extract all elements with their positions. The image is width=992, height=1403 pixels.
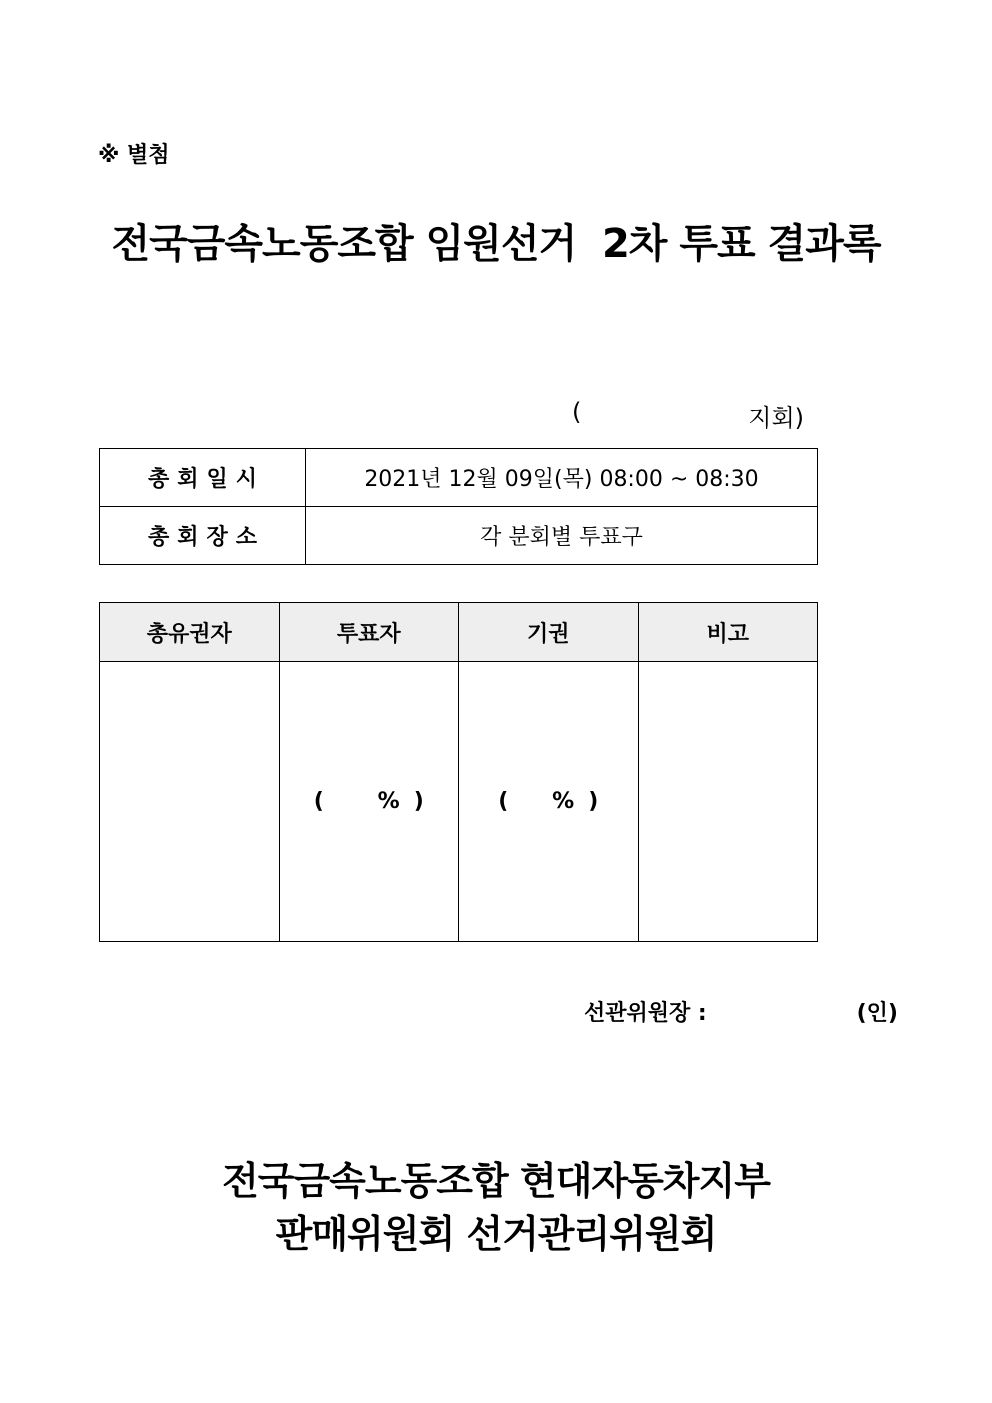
branch-name-line (572, 398, 804, 433)
table-header-row (100, 603, 818, 662)
branch-label: 지회) (748, 404, 804, 432)
meeting-datetime-label: 총회일시 (100, 449, 306, 507)
issuer-line-2: 판매위원회 선거관리위원회 (275, 1212, 717, 1256)
chair-label: 선관위원장 : (584, 1001, 707, 1026)
meeting-datetime-value: 2021년 12월 09일(목) 08:00 ~ 08:30 (306, 449, 818, 507)
table-row (100, 662, 818, 942)
meeting-place-label: 총회장소 (100, 507, 306, 565)
meeting-place-value: 각 분회별 투표구 (306, 507, 818, 565)
total-electorate-cell (100, 662, 280, 942)
remarks-cell (638, 662, 818, 942)
header-voters: 투표자 (279, 603, 459, 662)
attachment-note: ※ 별첨 (98, 143, 170, 168)
document-title: 전국금속노동조합 임원선거 2차 투표 결과록 (111, 221, 881, 267)
vote-result-table (99, 602, 818, 942)
header-total-electorate: 총유권자 (100, 603, 280, 662)
issuer-line-1: 전국금속노동조합 현대자동차지부 (222, 1159, 770, 1203)
voters-pct-unit: % (377, 789, 400, 814)
abstain-pct-close: ) (588, 789, 599, 814)
signature-line (584, 996, 898, 1027)
voters-pct-close: ) (413, 789, 424, 814)
header-abstention: 기권 (459, 603, 639, 662)
meeting-info-table (99, 448, 818, 565)
branch-open-paren: ( (572, 398, 582, 426)
voters-percent (314, 789, 424, 814)
abstention-cell (459, 662, 639, 942)
voters-cell (279, 662, 459, 942)
abstain-pct-open: ( (498, 789, 509, 814)
abstain-pct-unit: % (552, 789, 575, 814)
voters-pct-open: ( (313, 789, 324, 814)
header-remarks: 비고 (638, 603, 818, 662)
seal-mark: (인) (856, 1001, 898, 1026)
abstention-percent (498, 789, 598, 814)
table-row (100, 449, 818, 507)
table-row (100, 507, 818, 565)
